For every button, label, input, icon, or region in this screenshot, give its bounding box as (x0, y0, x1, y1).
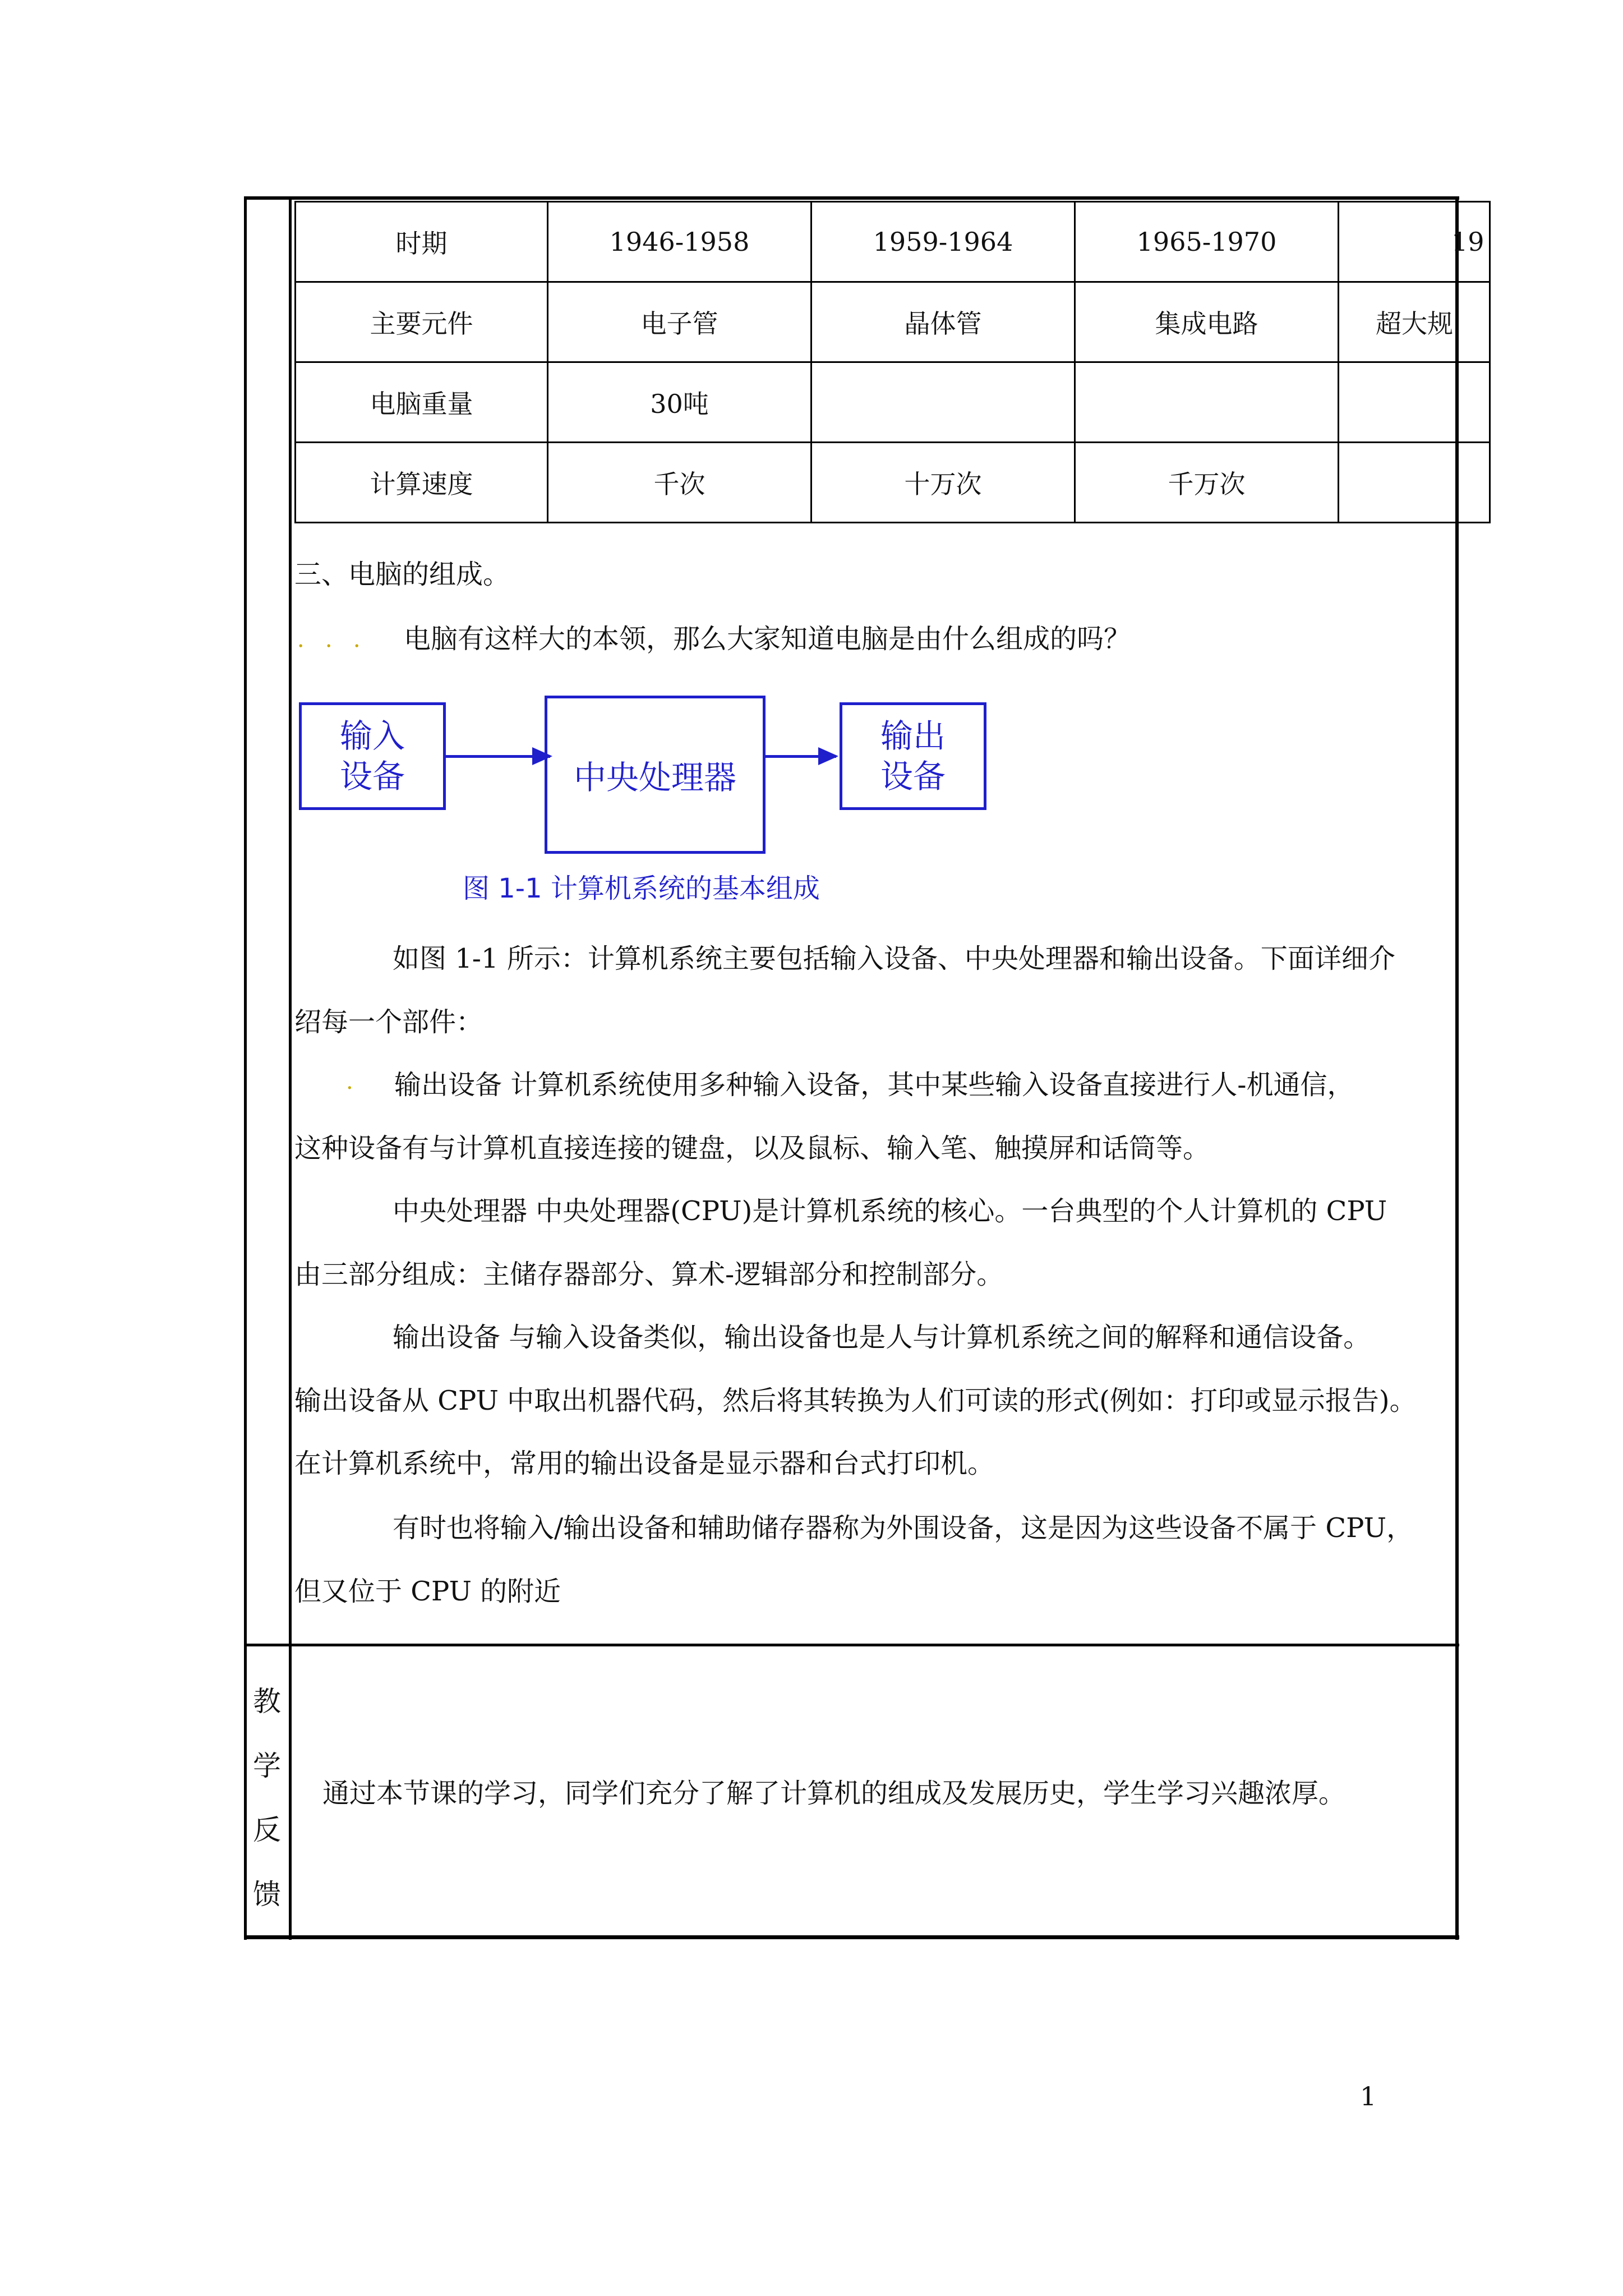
paragraph-peripherals: 有时也将输入/输出设备和辅助储存器称为外围设备，这是因为这些设备不属于 CPU， (393, 1512, 1414, 1544)
table-border-label-column (289, 196, 292, 1940)
table-cell: 超大规 (1339, 282, 1490, 362)
table-cell: 19 (1339, 202, 1490, 282)
row-header: 主要元件 (296, 282, 548, 362)
paragraph-output-device: 输出设备 与输入设备类似，输出设备也是人与计算机系统之间的解释和通信设备。 (393, 1322, 1371, 1353)
output-device-box: 输出 设备 (840, 702, 986, 810)
table-cell: 30吨 (548, 362, 811, 443)
paragraph-overview-cont: 绍每一个部件： (294, 1006, 483, 1038)
feedback-label-char: 馈 (253, 1878, 281, 1911)
row-header: 计算速度 (296, 443, 548, 523)
page-number: 1 (1360, 2081, 1377, 2111)
paragraph-output-device-cont: 输出设备从 CPU 中取出机器代码，然后将其转换为人们可读的形式(例如：打印或显示报告)。 (294, 1385, 1417, 1416)
intro-question: 电脑有这样大的本领，那么大家知道电脑是由什么组成的吗？ (404, 623, 1131, 655)
feedback-label-char: 反 (253, 1814, 281, 1846)
paragraph-input-device-cont: 这种设备有与计算机直接连接的键盘，以及鼠标、输入笔、触摸屏和话筒等。 (294, 1133, 1210, 1164)
feedback-label-char: 学 (253, 1750, 281, 1782)
computer-generations-table (294, 201, 1484, 530)
row-header: 电脑重量 (296, 362, 548, 443)
paragraph-cpu: 中央处理器 中央处理器(CPU)是计算机系统的核心。一台典型的个人计算机的 CPU (393, 1195, 1387, 1227)
table-border-top (244, 196, 1459, 200)
teaching-feedback-text: 通过本节课的学习，同学们充分了解了计算机的组成及发展历史，学生学习兴趣浓厚。 (322, 1778, 1346, 1809)
arrow-icon (446, 755, 550, 758)
table-row (296, 443, 1490, 523)
table-cell (1339, 362, 1490, 443)
table-cell: 1959-1964 (811, 202, 1075, 282)
table-border-left (244, 196, 247, 1940)
table-cell (1339, 443, 1490, 523)
input-device-box: 输入 设备 (299, 702, 446, 810)
table-row (296, 202, 1490, 282)
table-cell: 千万次 (1075, 443, 1339, 523)
table-cell: 1946-1958 (548, 202, 811, 282)
table-cell: 千次 (548, 443, 811, 523)
paragraph-overview: 如图 1-1 所示：计算机系统主要包括输入设备、中央处理器和输出设备。下面详细介 (393, 943, 1395, 974)
paragraph-cpu-cont: 由三部分组成：主储存器部分、算术-逻辑部分和控制部分。 (294, 1259, 1004, 1290)
cpu-box: 中央处理器 (545, 696, 766, 854)
feedback-label-char: 教 (253, 1685, 281, 1718)
table-cell (811, 362, 1075, 443)
arrow-icon (766, 755, 836, 758)
bullet-dot: . (346, 1069, 370, 1094)
table-row (296, 282, 1490, 362)
section-heading: 三、电脑的组成。 (294, 559, 510, 590)
table-cell: 十万次 (811, 443, 1075, 523)
figure-caption: 图 1-1 计算机系统的基本组成 (463, 873, 820, 904)
table-row (296, 362, 1490, 443)
table-cell: 1965-1970 (1075, 202, 1339, 282)
table-border-bottom (244, 1935, 1459, 1939)
paragraph-output-device-end: 在计算机系统中，常用的输出设备是显示器和台式打印机。 (294, 1448, 995, 1479)
table-cell: 集成电路 (1075, 282, 1339, 362)
table-cell (1075, 362, 1339, 443)
table-cell: 电子管 (548, 282, 811, 362)
table-cell: 晶体管 (811, 282, 1075, 362)
paragraph-input-device: 输出设备 计算机系统使用多种输入设备，其中某些输入设备直接进行人-机通信， (394, 1069, 1354, 1101)
paragraph-peripherals-cont: 但又位于 CPU 的附近 (294, 1576, 561, 1607)
table-row-divider (244, 1644, 1459, 1646)
row-header: 时期 (296, 202, 548, 282)
intro-dots: ．．． (297, 627, 393, 652)
